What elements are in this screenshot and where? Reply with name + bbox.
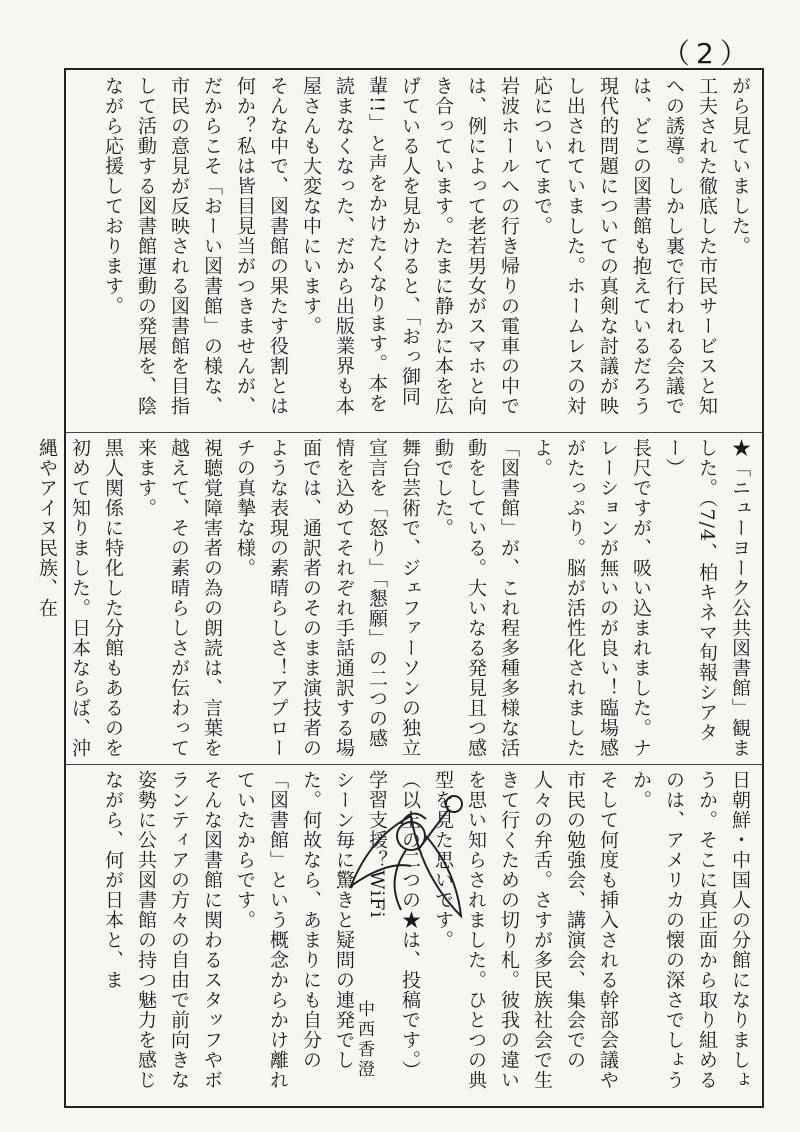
page-number: （2） xyxy=(662,37,754,70)
bottom-article-text: 日朝鮮・中国人の分館になりましょうか。そこに真正面から取り組めるのは、アメリカの懐の深さでしょうか。 そして何度も挿入される幹部会議や市民の勉強会、講演会、集会での人々の弁舌。さすが多民族社会で生きて行くための切り札。彼我の違いを思い知らされました。ひとつの典型を見た思いです。 （以上の二つの★は、投稿です。） 学習支援？WiFi シーン毎に驚きと疑問の連発でした。何故なら、あまりにも自分の「図書館」という概念からかけ離れていたからです。 そんな図書館に関わるスタッフやボランティアの方々の自由で前向きな姿勢に公共図書館の持つ魅力を感じながら、何が日本と、ま xyxy=(102,770,751,1090)
section-middle xyxy=(36,432,762,764)
author-signature: 中西香澄 xyxy=(354,1000,374,1080)
top-article-text: がら見ていました。 工夫された徹底した市民サービスと知への誘導。しかし裏で行われる会議では、どこの図書館も抱えているだろう現代的問題についての真剣な討議が映し出されていました。ホームレスの対応についてまで。 岩波ホールへの行き帰りの電車の中では、例によって老若男女がスマホと向き合っています。たまに静かに本を広げている人を見かけると、「おっ御同輩!!」と声をかけたくなります。本を読まなくなった、だから出版業界も本屋さんも大変な中にいます。 そんな中で、図書館の果たす役割とは何か？私は皆目見当がつきませんが、だからこそ「おーい図書館」の様な、市民の意見が反映される図書館を目指して活動する図書館運動の発展を、陰ながら応援しております。 xyxy=(102,76,751,416)
section-top xyxy=(66,70,762,432)
fairy-sketch-icon xyxy=(336,776,486,976)
middle-article-text: ★「ニューヨーク公共図書館」観ました。（7/4、柏キネマ旬報シアター） 長尺ですが、吸い込まれました。ナレーションが無いのが良い！臨場感がたっぷり。脳が活性化されましたよ。 「図書館」が、これ程多種多様な活動をしている。大いなる発見且つ感動でした。 舞台芸術で、ジェファーソンの独立宣言を「怒り」「懇願」の二つの感情を込めてそれぞれ手話通訳する場面では、通訳者のそのまま演技者のような表現の素晴らしさ！アプローチの真摯な様。 視聴覚障害者の為の朗読は、言葉を越えて、その素晴らしさが伝わって来ます。 黒人関係に特化した分館もあるのを初めて知りました。日本ならば、沖縄やアイヌ民族、在 xyxy=(36,438,751,758)
